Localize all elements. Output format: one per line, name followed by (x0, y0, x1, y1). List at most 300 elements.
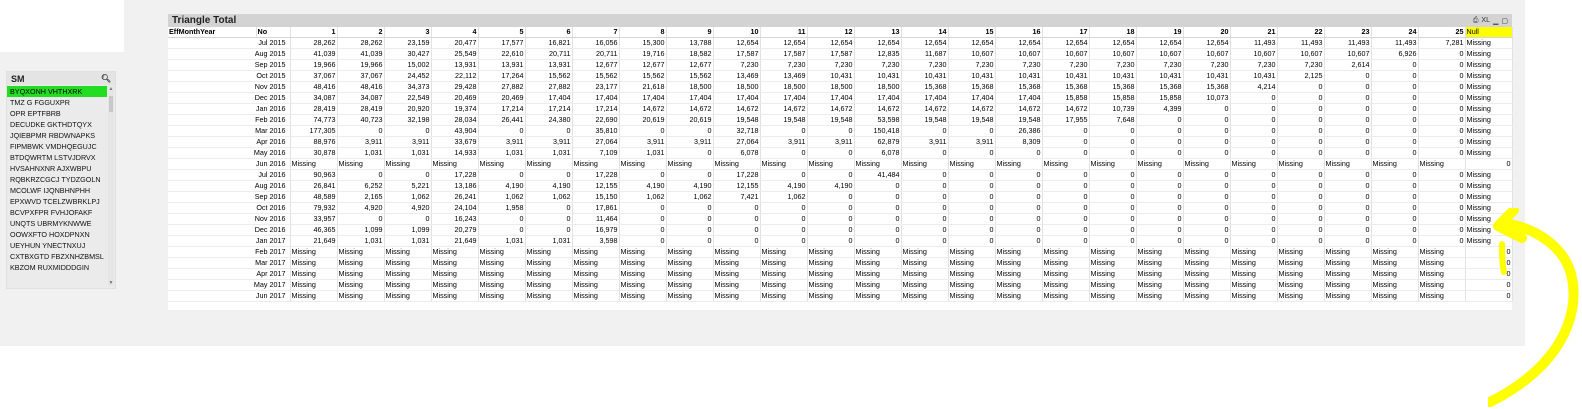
table-cell: 0 (384, 170, 431, 181)
table-cell: 0 (525, 126, 572, 137)
table-cell: 0 (1230, 192, 1277, 203)
table-cell: 14,933 (431, 148, 478, 159)
minimize-icon[interactable]: ▁ (1492, 17, 1499, 25)
table-cell: 18,582 (666, 49, 713, 60)
table-cell: 1,031 (525, 148, 572, 159)
table-cell: 32,198 (384, 115, 431, 126)
listbox-item[interactable]: OPR EPTFBRB (10, 109, 61, 118)
table-cell: 0 (1042, 181, 1089, 192)
table-cell: 0 (478, 126, 525, 137)
table-cell: 14,672 (1042, 104, 1089, 115)
table-cell: 24,104 (431, 203, 478, 214)
column-header[interactable]: 3 (384, 27, 431, 38)
table-cell: Missing (1042, 159, 1089, 170)
row-label[interactable]: Mar 2017 (168, 258, 290, 269)
listbox-item[interactable]: UEYHUN YNECTNXUJ (10, 241, 86, 250)
table-cell: Missing (1371, 280, 1418, 291)
row-label[interactable]: Jan 2017 (168, 236, 290, 247)
table-row (168, 60, 1512, 71)
table-cell: 0 (901, 148, 948, 159)
row-label[interactable]: Jun 2017 (168, 291, 290, 302)
table-cell: Missing (384, 247, 431, 258)
scroll-down-arrow-icon[interactable]: ▼ (108, 280, 114, 286)
table-cell: 0 (1371, 236, 1418, 247)
row-label[interactable]: Sep 2016 (168, 192, 290, 203)
table-cell: Missing (290, 258, 337, 269)
row-label[interactable]: Jan 2016 (168, 104, 290, 115)
table-cell: Missing (1183, 280, 1230, 291)
table-cell: 27,882 (525, 82, 572, 93)
table-cell: 0 (995, 148, 1042, 159)
listbox-item[interactable]: FIPMBWK VMDHQEGUJC (10, 142, 97, 151)
sheet-blank-area (0, 0, 124, 52)
table-cell: 0 (901, 181, 948, 192)
table-cell: Missing (1371, 247, 1418, 258)
table-cell: 48,589 (290, 192, 337, 203)
null-cell: Missing (1465, 82, 1512, 93)
table-row (168, 236, 1512, 247)
table-cell: 0 (1324, 137, 1371, 148)
table-cell: 0 (1183, 170, 1230, 181)
table-cell: 17,404 (666, 93, 713, 104)
table-cell: 37,067 (290, 71, 337, 82)
table-cell: Missing (619, 280, 666, 291)
table-cell: Missing (1042, 291, 1089, 302)
table-cell: Missing (1183, 269, 1230, 280)
table-cell: 0 (713, 214, 760, 225)
scroll-up-arrow-icon[interactable]: ▲ (108, 86, 114, 92)
table-cell: 27,882 (478, 82, 525, 93)
table-cell: Missing (431, 269, 478, 280)
table-cell: 0 (337, 214, 384, 225)
listbox-item[interactable]: TMZ G FGGUXPR (10, 98, 70, 107)
listbox-item[interactable]: HVSAHNXNR AJXWBPU (10, 164, 92, 173)
column-header[interactable]: 20 (1183, 27, 1230, 38)
table-cell: 0 (1324, 126, 1371, 137)
table-cell: Missing (1277, 269, 1324, 280)
table-cell: 12,654 (807, 38, 854, 49)
listbox-item[interactable]: JQIEBPMR RBDWNAPKS (10, 131, 96, 140)
table-cell: 0 (1136, 170, 1183, 181)
table-cell: 22,549 (384, 93, 431, 104)
column-header[interactable]: 7 (572, 27, 619, 38)
table-cell: Missing (290, 247, 337, 258)
table-cell: 0 (1418, 192, 1465, 203)
row-label[interactable]: Dec 2015 (168, 93, 290, 104)
table-cell: 0 (1183, 236, 1230, 247)
table-cell: 0 (760, 126, 807, 137)
column-header[interactable]: 23 (1324, 27, 1371, 38)
search-icon[interactable]: 🔍︎ (100, 74, 111, 83)
table-cell: 7,230 (1136, 60, 1183, 71)
row-label[interactable]: May 2017 (168, 280, 290, 291)
table-cell: 0 (760, 148, 807, 159)
table-cell: 0 (1371, 181, 1418, 192)
table-cell: 0 (1089, 203, 1136, 214)
table-cell: 17,404 (619, 93, 666, 104)
table-cell: Missing (619, 247, 666, 258)
table-cell: 0 (1418, 236, 1465, 247)
table-cell: Missing (290, 269, 337, 280)
table-cell: Missing (901, 280, 948, 291)
listbox-item[interactable]: OOWXFTO HOXDPNXN (10, 230, 90, 239)
table-cell: 1,062 (384, 192, 431, 203)
row-label[interactable]: Oct 2015 (168, 71, 290, 82)
table-cell: Missing (572, 280, 619, 291)
table-cell: 17,404 (854, 93, 901, 104)
table-cell: Missing (337, 291, 384, 302)
row-label[interactable]: Nov 2016 (168, 214, 290, 225)
table-cell: 0 (619, 225, 666, 236)
column-header[interactable]: 16 (995, 27, 1042, 38)
table-cell: Missing (995, 291, 1042, 302)
listbox-item[interactable]: CXTBXGTD FBZXNHZBMSL (10, 252, 104, 261)
table-cell: Missing (478, 291, 525, 302)
table-cell: Missing (1136, 269, 1183, 280)
listbox-item[interactable]: EPXWVD TCELZWBRKLPJ (10, 197, 100, 206)
table-cell: 10,431 (807, 71, 854, 82)
table-cell: Missing (1230, 291, 1277, 302)
scrollbar-thumb[interactable] (109, 96, 113, 112)
table-cell: 46,365 (290, 225, 337, 236)
row-label[interactable]: Jun 2016 (168, 159, 290, 170)
row-label[interactable]: Apr 2016 (168, 137, 290, 148)
table-cell: 0 (901, 214, 948, 225)
table-cell: Missing (948, 280, 995, 291)
table-cell: Missing (525, 258, 572, 269)
table-cell: 0 (1277, 148, 1324, 159)
table-cell: 10,607 (1089, 49, 1136, 60)
table-cell: 4,190 (760, 181, 807, 192)
table-cell: Missing (1089, 258, 1136, 269)
table-cell: Missing (1230, 159, 1277, 170)
table-cell: Missing (760, 280, 807, 291)
table-cell: Missing (1230, 247, 1277, 258)
table-cell: Missing (1136, 258, 1183, 269)
table-cell: 0 (1418, 93, 1465, 104)
table-cell: 1,031 (337, 148, 384, 159)
table-cell: 0 (1418, 148, 1465, 159)
column-header[interactable]: 4 (431, 27, 478, 38)
listbox-item[interactable]: RQBKRZCGCJ TYDZGOLN (10, 175, 101, 184)
table-cell: 0 (384, 126, 431, 137)
column-header[interactable]: 14 (901, 27, 948, 38)
column-header[interactable]: 5 (478, 27, 525, 38)
column-header[interactable]: 18 (1089, 27, 1136, 38)
table-cell: 0 (1042, 203, 1089, 214)
table-cell: 24,452 (384, 71, 431, 82)
table-cell: 10,607 (1136, 49, 1183, 60)
table-cell: Missing (1042, 280, 1089, 291)
row-label[interactable]: Feb 2017 (168, 247, 290, 258)
table-cell: 0 (666, 225, 713, 236)
column-header[interactable]: 6 (525, 27, 572, 38)
table-cell: 0 (1089, 192, 1136, 203)
maximize-icon[interactable]: ▢ (1501, 17, 1508, 25)
column-header[interactable]: 24 (1371, 27, 1418, 38)
table-cell: 3,911 (760, 137, 807, 148)
null-column-header[interactable]: Null (1465, 27, 1512, 38)
row-label[interactable]: Aug 2015 (168, 49, 290, 60)
table-cell: 0 (1230, 137, 1277, 148)
table-cell: 19,548 (995, 115, 1042, 126)
table-cell: 16,243 (431, 214, 478, 225)
row-label[interactable]: Sep 2015 (168, 60, 290, 71)
column-header[interactable]: 10 (713, 27, 760, 38)
table-cell: Missing (1277, 247, 1324, 258)
table-row (168, 115, 1512, 126)
table-cell: 20,619 (666, 115, 713, 126)
table-cell: 0 (1183, 148, 1230, 159)
listbox-item[interactable]: BYQXONH VHTHXRK (7, 86, 107, 97)
null-cell: 0 (1465, 280, 1512, 291)
table-cell: Missing (1183, 258, 1230, 269)
table-cell: Missing (431, 291, 478, 302)
table-cell: 17,587 (807, 49, 854, 60)
table-cell: 15,368 (948, 82, 995, 93)
table-cell: Missing (901, 258, 948, 269)
table-cell: Missing (1042, 269, 1089, 280)
table-cell: 0 (1324, 181, 1371, 192)
sm-listbox[interactable] (6, 71, 116, 289)
table-cell: 0 (1418, 170, 1465, 181)
table-cell: 14,672 (807, 104, 854, 115)
table-cell: Missing (478, 269, 525, 280)
null-cell: Missing (1465, 225, 1512, 236)
row-label[interactable]: Apr 2017 (168, 269, 290, 280)
table-cell: Missing (1371, 291, 1418, 302)
table-cell: Missing (1371, 258, 1418, 269)
column-header[interactable]: 12 (807, 27, 854, 38)
table-cell: 6,078 (854, 148, 901, 159)
table-cell: 41,039 (337, 49, 384, 60)
table-cell: 0 (384, 214, 431, 225)
table-cell: 15,368 (995, 82, 1042, 93)
excel-icon[interactable]: XL (1481, 16, 1490, 24)
table-cell: 22,112 (431, 71, 478, 82)
listbox-item[interactable]: MCOLWF IJQNBHNPHH (10, 186, 91, 195)
table-cell: 12,155 (572, 181, 619, 192)
table-cell: Missing (1089, 269, 1136, 280)
table-cell: 19,548 (948, 115, 995, 126)
column-header[interactable]: 8 (619, 27, 666, 38)
table-header-row (168, 27, 1512, 38)
table-cell: Missing (807, 247, 854, 258)
listbox-item[interactable]: KBZOM RUXMIDDDGIN (10, 263, 90, 272)
table-cell: 13,469 (760, 71, 807, 82)
table-cell: Missing (572, 247, 619, 258)
table-cell: 0 (1371, 137, 1418, 148)
table-cell: 17,404 (901, 93, 948, 104)
table-row (168, 258, 1512, 269)
table-cell: 34,087 (290, 93, 337, 104)
table-cell: Missing (713, 258, 760, 269)
table-cell: Missing (1136, 159, 1183, 170)
table-cell: 62,879 (854, 137, 901, 148)
table-cell: 13,788 (666, 38, 713, 49)
table-cell: 12,654 (1089, 38, 1136, 49)
table-cell: 0 (1324, 170, 1371, 181)
column-header[interactable]: 9 (666, 27, 713, 38)
table-cell: 5,221 (384, 181, 431, 192)
listbox-item[interactable]: UNQTS UBRMYKNWWE (10, 219, 92, 228)
table-cell: 17,404 (572, 93, 619, 104)
dimension-header[interactable]: EffMonthYear (168, 27, 256, 38)
measure-header[interactable]: No (256, 27, 290, 38)
table-cell: Missing (1371, 269, 1418, 280)
column-header[interactable]: 25 (1418, 27, 1465, 38)
table-cell: 0 (948, 170, 995, 181)
table-cell: 21,649 (431, 236, 478, 247)
table-cell: Missing (760, 269, 807, 280)
table-cell: 32,718 (713, 126, 760, 137)
table-cell: 1,958 (478, 203, 525, 214)
table-cell: 14,672 (619, 104, 666, 115)
table-cell: 11,493 (1230, 38, 1277, 49)
column-header[interactable]: 15 (948, 27, 995, 38)
table-cell: 4,190 (807, 181, 854, 192)
table-cell: 10,431 (1136, 71, 1183, 82)
table-cell: 0 (1371, 148, 1418, 159)
table-cell: 25,549 (431, 49, 478, 60)
null-cell: 0 (1465, 247, 1512, 258)
table-cell: 48,416 (290, 82, 337, 93)
table-cell: 20,469 (431, 93, 478, 104)
listbox-item[interactable]: BCVPXFPR FVHJOFAKF (10, 208, 93, 217)
table-cell: 13,931 (525, 60, 572, 71)
table-cell: 10,431 (1042, 71, 1089, 82)
table-cell: 0 (666, 126, 713, 137)
table-cell: 0 (1042, 170, 1089, 181)
table-cell: Missing (525, 269, 572, 280)
table-cell: 0 (713, 203, 760, 214)
table-cell: 0 (1277, 93, 1324, 104)
table-cell: 0 (1230, 126, 1277, 137)
table-cell: 90,963 (290, 170, 337, 181)
table-cell: 17,861 (572, 203, 619, 214)
table-cell: 13,469 (713, 71, 760, 82)
row-label[interactable]: Dec 2016 (168, 225, 290, 236)
column-header[interactable]: 22 (1277, 27, 1324, 38)
table-cell: Missing (1183, 291, 1230, 302)
column-header[interactable]: 2 (337, 27, 384, 38)
row-label[interactable]: Mar 2016 (168, 126, 290, 137)
table-cell: 0 (1418, 203, 1465, 214)
table-cell: Missing (1324, 159, 1371, 170)
table-cell: Missing (290, 159, 337, 170)
row-label[interactable]: Feb 2016 (168, 115, 290, 126)
table-cell: 27,064 (713, 137, 760, 148)
table-cell: Missing (1183, 247, 1230, 258)
table-cell: Missing (478, 247, 525, 258)
table-cell: 15,562 (619, 71, 666, 82)
table-cell: 0 (1324, 148, 1371, 159)
table-cell: 7,230 (854, 60, 901, 71)
table-cell: 0 (760, 236, 807, 247)
listbox-item[interactable]: DECUDKE GKTHDTQYX (10, 120, 92, 129)
table-cell: 19,548 (713, 115, 760, 126)
table-cell: 10,431 (1183, 71, 1230, 82)
table-cell: 0 (1136, 115, 1183, 126)
table-cell: 12,677 (619, 60, 666, 71)
table-cell: 29,428 (431, 82, 478, 93)
listbox-scrollbar[interactable] (108, 86, 114, 286)
table-cell: 40,723 (337, 115, 384, 126)
table-cell: 0 (760, 203, 807, 214)
table-cell: 22,610 (478, 49, 525, 60)
column-header[interactable]: 17 (1042, 27, 1089, 38)
table-cell: 177,305 (290, 126, 337, 137)
row-label[interactable]: May 2016 (168, 148, 290, 159)
table-cell: 10,431 (995, 71, 1042, 82)
row-label[interactable]: Aug 2016 (168, 181, 290, 192)
table-cell: 0 (666, 236, 713, 247)
table-cell: 0 (1042, 192, 1089, 203)
table-cell: 0 (1230, 115, 1277, 126)
table-cell: 53,598 (854, 115, 901, 126)
table-cell: 11,464 (572, 214, 619, 225)
table-cell: 17,404 (995, 93, 1042, 104)
null-cell: Missing (1465, 181, 1512, 192)
table-cell: 10,607 (1277, 49, 1324, 60)
table-cell: 0 (995, 214, 1042, 225)
table-cell: 0 (1324, 214, 1371, 225)
row-label[interactable]: Jul 2015 (168, 38, 290, 49)
table-cell: Missing (525, 280, 572, 291)
table-cell: 12,677 (572, 60, 619, 71)
table-cell: 0 (1371, 60, 1418, 71)
column-header[interactable]: 11 (760, 27, 807, 38)
table-cell: 0 (1230, 225, 1277, 236)
pivot-table (168, 27, 1513, 302)
table-cell: 10,607 (1230, 49, 1277, 60)
annotation-arrow-tail (1502, 244, 1504, 272)
row-label[interactable]: Oct 2016 (168, 203, 290, 214)
column-header[interactable]: 13 (854, 27, 901, 38)
table-cell: 2,614 (1324, 60, 1371, 71)
table-cell: 3,911 (478, 137, 525, 148)
table-cell: 15,562 (666, 71, 713, 82)
null-cell: Missing (1465, 137, 1512, 148)
column-header[interactable]: 19 (1136, 27, 1183, 38)
table-cell: 18,500 (713, 82, 760, 93)
table-cell: 10,739 (1089, 104, 1136, 115)
listbox-caption (7, 72, 115, 85)
column-header[interactable]: 1 (290, 27, 337, 38)
row-label[interactable]: Nov 2015 (168, 82, 290, 93)
table-cell: 30,427 (384, 49, 431, 60)
table-cell: 1,031 (478, 148, 525, 159)
table-cell: 43,904 (431, 126, 478, 137)
table-cell: 0 (1136, 214, 1183, 225)
table-cell: Missing (1136, 247, 1183, 258)
table-cell: 0 (1418, 49, 1465, 60)
column-header[interactable]: 21 (1230, 27, 1277, 38)
null-cell: Missing (1465, 71, 1512, 82)
table-cell: 0 (1418, 115, 1465, 126)
listbox-item[interactable]: BTDQWRTM LSTVJDRVX (10, 153, 96, 162)
table-cell: 7,230 (1183, 60, 1230, 71)
table-cell: 21,618 (619, 82, 666, 93)
table-cell: Missing (760, 258, 807, 269)
row-label[interactable]: Jul 2016 (168, 170, 290, 181)
printer-icon[interactable]: ⎙ (1472, 16, 1479, 24)
table-cell: Missing (478, 258, 525, 269)
table-cell: Missing (290, 291, 337, 302)
table-cell: 14,672 (995, 104, 1042, 115)
table-cell: 12,654 (901, 38, 948, 49)
table-cell: 12,654 (713, 38, 760, 49)
